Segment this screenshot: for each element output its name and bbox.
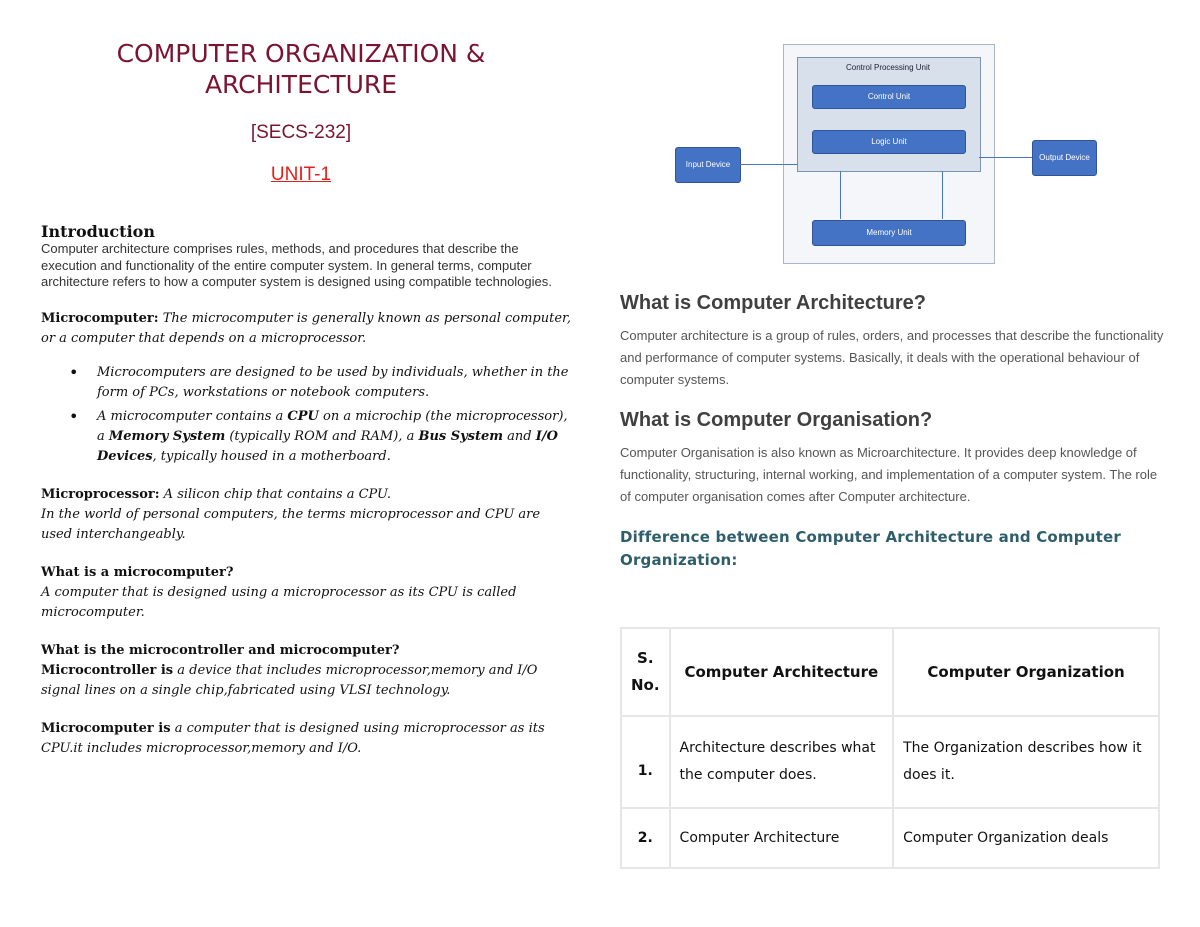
architecture-heading: What is Computer Architecture?	[620, 292, 926, 314]
table-header-cell: Computer Architecture	[670, 628, 894, 716]
cpu-box	[797, 57, 981, 172]
table-cell: 2.	[621, 808, 670, 868]
difference-heading: Difference between Computer Architecture and Computer Organization:	[620, 528, 1121, 569]
cpu-block-diagram	[673, 44, 1103, 264]
right-column	[620, 292, 1165, 572]
organisation-heading: What is Computer Organisation?	[620, 409, 933, 431]
bullet-item: • A microcomputer contains a CPU on a microchip (the microprocessor), a Memory System (typically ROM and RAM), a Bus System and I/O Devices, typically housed in a motherboard.	[97, 407, 571, 467]
table-header-row	[621, 628, 1159, 716]
microprocessor-definition: Microprocessor: A silicon chip that contains a CPU. In the world of personal computers, the terms microprocessor and CPU are used interchangeably.	[41, 486, 541, 542]
table-cell: 1.	[621, 716, 670, 808]
connector-line	[942, 171, 943, 219]
table-row	[621, 716, 1159, 808]
microcomputer-text: The microcomputer is generally known as personal computer, or a computer that depends on a microprocessor.	[41, 310, 571, 346]
control-unit-box: Control Unit	[812, 85, 966, 109]
table-cell: Architecture describes what the computer does.	[670, 716, 894, 808]
memory-unit-box: Memory Unit	[812, 220, 966, 246]
course-code: [SECS-232]	[250, 122, 352, 143]
microprocessor-label: Microprocessor:	[41, 486, 160, 502]
intro-paragraph: Computer architecture comprises rules, methods, and procedures that describe the execution and functionality of the entire computer system. In general terms, computer architecture refers to how a computer system is designed using compatible technologies.	[41, 241, 552, 289]
connector-line	[979, 157, 1032, 158]
table-cell: The Organization describes how it does it.	[893, 716, 1159, 808]
microcomputer-label: Microcomputer:	[41, 310, 159, 326]
left-column	[41, 38, 571, 759]
logic-unit-box: Logic Unit	[812, 130, 966, 154]
question-heading: What is a microcomputer?	[41, 564, 234, 580]
table-header-cell: Computer Organization	[893, 628, 1159, 716]
microcomputer-is: Microcomputer is a computer that is designed using microprocessor as its CPU.it includes microprocessor,memory and I/O.	[41, 720, 545, 756]
question-heading: What is the microcontroller and microcomputer?	[41, 642, 400, 658]
table-header-cell: S. No.	[621, 628, 670, 716]
table-cell: Computer Organization deals	[893, 808, 1159, 868]
qa-microcomputer	[41, 563, 571, 623]
answer-text: A computer that is designed using a microprocessor as its CPU is called microcomputer.	[41, 584, 517, 620]
architecture-paragraph: Computer architecture is a group of rules, orders, and processes that describe the functionality and performance of computer systems. Basically, it deals with the operational behaviour of computer systems.	[620, 328, 1164, 387]
bullet-item: • Microcomputers are designed to be used by individuals, whether in the form of PCs, workstations or notebook computers.	[97, 363, 571, 403]
document-title: COMPUTER ORGANIZATION & ARCHITECTURE	[116, 39, 486, 99]
comparison-table	[620, 627, 1160, 869]
intro-heading: Introduction	[41, 222, 155, 241]
organisation-paragraph: Computer Organisation is also known as Microarchitecture. It provides deep knowledge of functionality, structuring, internal working, and implementation of a computer system. The role of computer organisation comes after Computer architecture.	[620, 445, 1158, 504]
table-cell: Computer Architecture	[670, 808, 894, 868]
table-row	[621, 808, 1159, 868]
input-device-box: Input Device	[675, 147, 741, 183]
output-device-box: Output Device	[1032, 140, 1097, 176]
unit-label: UNIT-1	[270, 164, 332, 185]
cpu-label: Control Processing Unit	[845, 63, 931, 72]
microcomputer-bullets	[41, 363, 571, 467]
qa-microcontroller: What is the microcontroller and microcomputer? Microcontroller is a device that includes microprocessor,memory and I/O signal lines on a single chip,fabricated using VLSI technology.	[41, 642, 538, 698]
connector-line	[740, 164, 797, 165]
microcomputer-definition	[41, 309, 571, 349]
microprocessor-note: In the world of personal computers, the terms microprocessor and CPU are used interchangeably.	[41, 506, 541, 542]
connector-line	[840, 171, 841, 219]
